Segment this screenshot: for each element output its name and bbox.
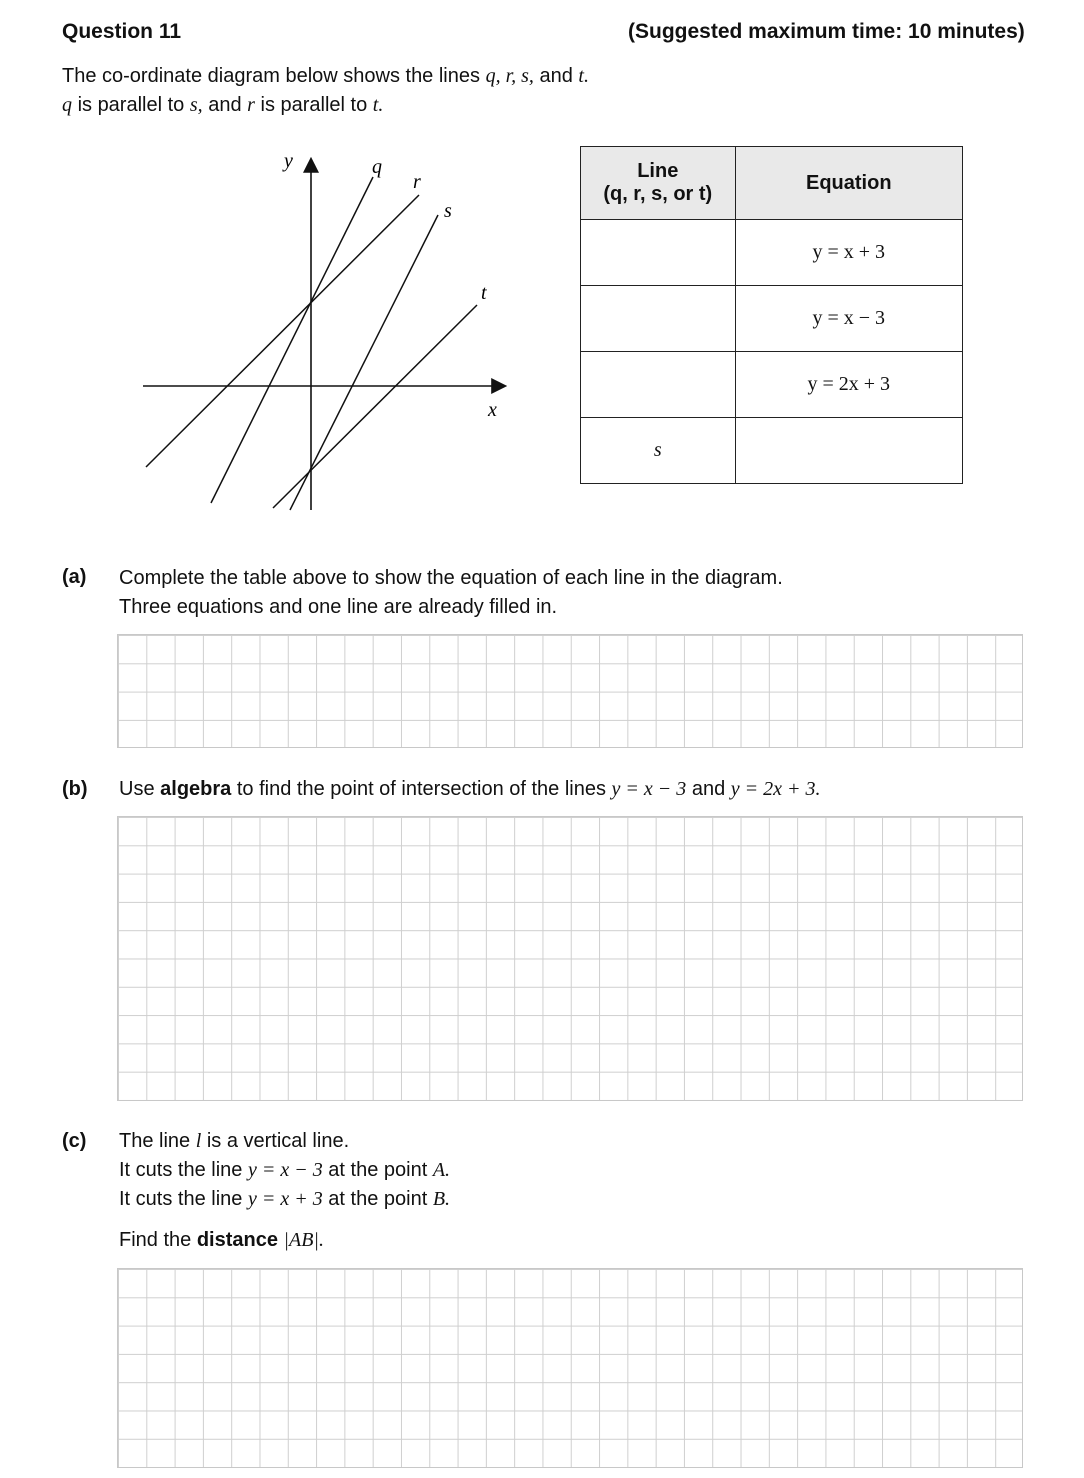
table-row — [581, 352, 963, 418]
part-a-label: (a) — [62, 566, 87, 588]
suggested-time: (Suggested maximum time: 10 minutes) — [628, 20, 1025, 43]
table-row — [581, 286, 963, 352]
equation-cell: y = x − 3 — [735, 286, 962, 352]
line-q — [211, 177, 373, 503]
line-t — [273, 305, 477, 508]
part-a-text: Complete the table above to show the equation of each line in the diagram. Three equations and one line are already filled in. — [119, 567, 783, 618]
question-title: Question 11 — [62, 20, 182, 43]
equation-cell: y = 2x + 3 — [735, 352, 962, 418]
equation-table — [580, 146, 963, 484]
part-b-label: (b) — [62, 778, 88, 800]
label-r: r — [413, 171, 421, 193]
coordinate-diagram — [140, 145, 520, 520]
intro-line-2: q is parallel to s, and r is parallel to t. — [62, 94, 384, 116]
header-equation: Equation — [735, 147, 962, 220]
intro-line-1: The co-ordinate diagram below shows the lines q, r, s, and t. — [62, 65, 589, 87]
answer-grid-c[interactable] — [117, 1268, 1023, 1468]
answer-grid-b[interactable] — [117, 816, 1023, 1101]
line-cell[interactable] — [581, 286, 736, 352]
part-c-label: (c) — [62, 1130, 87, 1152]
intro-text — [62, 62, 589, 120]
label-s: s — [444, 200, 452, 222]
equation-cell[interactable] — [735, 418, 962, 484]
line-s — [290, 215, 438, 510]
label-q: q — [372, 156, 382, 178]
answer-grid-a[interactable] — [117, 634, 1023, 748]
line-cell[interactable] — [581, 352, 736, 418]
line-cell[interactable] — [581, 220, 736, 286]
line-r — [146, 195, 419, 467]
part-c-text: The line l is a vertical line. It cuts the line y = x − 3 at the point A. It cuts the line y = x + 3 at the point B. Find the distance |AB|. — [119, 1130, 451, 1251]
table-row — [581, 418, 963, 484]
header-line: Line (q, r, s, or t) — [581, 147, 736, 220]
equation-cell: y = x + 3 — [735, 220, 962, 286]
table-row — [581, 220, 963, 286]
line-cell: s — [581, 418, 736, 484]
label-t: t — [481, 282, 487, 304]
part-b-text: Use algebra to find the point of intersection of the lines y = x − 3 and y = 2x + 3. — [119, 778, 821, 800]
x-axis-label: x — [488, 399, 497, 421]
y-axis-label: y — [284, 150, 293, 172]
